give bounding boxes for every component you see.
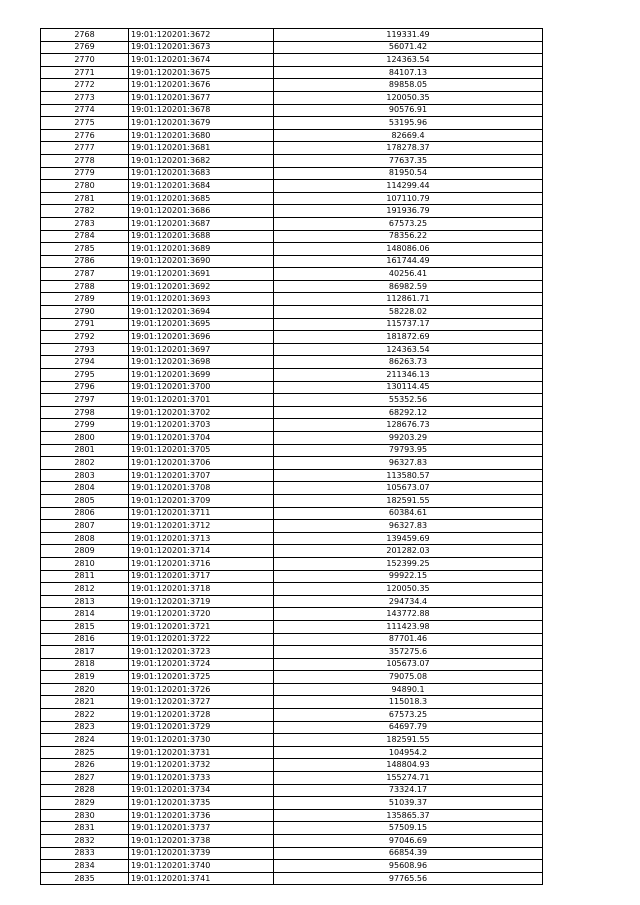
cadastral-number-cell: 19:01:120201:3678	[129, 104, 274, 117]
cadastral-number-cell: 19:01:120201:3686	[129, 205, 274, 218]
cadastral-number-cell: 19:01:120201:3688	[129, 230, 274, 243]
value-cell: 94890.1	[274, 683, 543, 696]
value-cell: 60384.61	[274, 507, 543, 520]
table-row	[41, 419, 543, 432]
value-cell: 97046.69	[274, 835, 543, 848]
table-row	[41, 406, 543, 419]
table-row	[41, 658, 543, 671]
value-cell: 77637.35	[274, 154, 543, 167]
row-number-cell: 2777	[41, 142, 129, 155]
value-cell: 56071.42	[274, 41, 543, 54]
cadastral-number-cell: 19:01:120201:3690	[129, 255, 274, 268]
row-number-cell: 2832	[41, 835, 129, 848]
value-cell: 111423.98	[274, 620, 543, 633]
value-cell: 84107.13	[274, 66, 543, 79]
row-number-cell: 2815	[41, 620, 129, 633]
value-cell: 120050.35	[274, 91, 543, 104]
cadastral-number-cell: 19:01:120201:3735	[129, 797, 274, 810]
row-number-cell: 2816	[41, 633, 129, 646]
value-cell: 115737.17	[274, 318, 543, 331]
value-cell: 51039.37	[274, 797, 543, 810]
value-cell: 182591.55	[274, 494, 543, 507]
table-row	[41, 671, 543, 684]
table-row	[41, 91, 543, 104]
cadastral-number-cell: 19:01:120201:3728	[129, 709, 274, 722]
value-cell: 58228.02	[274, 306, 543, 319]
row-number-cell: 2826	[41, 759, 129, 772]
cadastral-number-cell: 19:01:120201:3694	[129, 306, 274, 319]
value-cell: 152399.25	[274, 557, 543, 570]
table-row	[41, 205, 543, 218]
value-cell: 105673.07	[274, 658, 543, 671]
cadastral-number-cell: 19:01:120201:3714	[129, 545, 274, 558]
table-row	[41, 646, 543, 659]
row-number-cell: 2783	[41, 217, 129, 230]
value-cell: 87701.46	[274, 633, 543, 646]
cadastral-number-cell: 19:01:120201:3687	[129, 217, 274, 230]
value-cell: 113580.57	[274, 469, 543, 482]
value-cell: 82669.4	[274, 129, 543, 142]
cadastral-number-cell: 19:01:120201:3711	[129, 507, 274, 520]
row-number-cell: 2819	[41, 671, 129, 684]
table-row	[41, 217, 543, 230]
cadastral-number-cell: 19:01:120201:3740	[129, 860, 274, 873]
table-row	[41, 784, 543, 797]
table-row	[41, 457, 543, 470]
cadastral-number-cell: 19:01:120201:3685	[129, 192, 274, 205]
cadastral-number-cell: 19:01:120201:3697	[129, 343, 274, 356]
value-cell: 55352.56	[274, 394, 543, 407]
table-row	[41, 847, 543, 860]
value-cell: 104954.2	[274, 746, 543, 759]
table-row	[41, 545, 543, 558]
table-row	[41, 394, 543, 407]
cadastral-number-cell: 19:01:120201:3720	[129, 608, 274, 621]
cadastral-number-cell: 19:01:120201:3705	[129, 444, 274, 457]
cadastral-number-cell: 19:01:120201:3733	[129, 772, 274, 785]
cadastral-number-cell: 19:01:120201:3712	[129, 520, 274, 533]
cadastral-number-cell: 19:01:120201:3732	[129, 759, 274, 772]
cadastral-number-cell: 19:01:120201:3716	[129, 557, 274, 570]
value-cell: 86982.59	[274, 280, 543, 293]
value-cell: 96327.83	[274, 457, 543, 470]
value-cell: 135865.37	[274, 809, 543, 822]
row-number-cell: 2789	[41, 293, 129, 306]
row-number-cell: 2805	[41, 494, 129, 507]
row-number-cell: 2772	[41, 79, 129, 92]
cadastral-number-cell: 19:01:120201:3696	[129, 331, 274, 344]
row-number-cell: 2822	[41, 709, 129, 722]
table-row	[41, 142, 543, 155]
table-row	[41, 507, 543, 520]
cadastral-number-cell: 19:01:120201:3707	[129, 469, 274, 482]
table-row	[41, 243, 543, 256]
row-number-cell: 2821	[41, 696, 129, 709]
cadastral-number-cell: 19:01:120201:3701	[129, 394, 274, 407]
cadastral-number-cell: 19:01:120201:3673	[129, 41, 274, 54]
table-row	[41, 331, 543, 344]
table-row	[41, 280, 543, 293]
value-cell: 182591.55	[274, 734, 543, 747]
cadastral-number-cell: 19:01:120201:3693	[129, 293, 274, 306]
row-number-cell: 2825	[41, 746, 129, 759]
value-cell: 99922.15	[274, 570, 543, 583]
cadastral-number-cell: 19:01:120201:3676	[129, 79, 274, 92]
row-number-cell: 2778	[41, 154, 129, 167]
table-row	[41, 583, 543, 596]
row-number-cell: 2812	[41, 583, 129, 596]
table-row	[41, 293, 543, 306]
value-cell: 119331.49	[274, 29, 543, 42]
value-cell: 181872.69	[274, 331, 543, 344]
cadastral-number-cell: 19:01:120201:3734	[129, 784, 274, 797]
table-row	[41, 872, 543, 885]
cadastral-number-cell: 19:01:120201:3739	[129, 847, 274, 860]
table-row	[41, 29, 543, 42]
row-number-cell: 2813	[41, 595, 129, 608]
row-number-cell: 2806	[41, 507, 129, 520]
cadastral-number-cell: 19:01:120201:3698	[129, 356, 274, 369]
table-row	[41, 797, 543, 810]
row-number-cell: 2804	[41, 482, 129, 495]
cadastral-number-cell: 19:01:120201:3704	[129, 432, 274, 445]
table-row	[41, 192, 543, 205]
cadastral-number-cell: 19:01:120201:3724	[129, 658, 274, 671]
row-number-cell: 2775	[41, 117, 129, 130]
table-row	[41, 835, 543, 848]
value-cell: 97765.56	[274, 872, 543, 885]
row-number-cell: 2780	[41, 180, 129, 193]
value-cell: 357275.6	[274, 646, 543, 659]
row-number-cell: 2827	[41, 772, 129, 785]
row-number-cell: 2788	[41, 280, 129, 293]
cadastral-number-cell: 19:01:120201:3718	[129, 583, 274, 596]
row-number-cell: 2818	[41, 658, 129, 671]
table-row	[41, 369, 543, 382]
table-row	[41, 154, 543, 167]
value-cell: 143772.88	[274, 608, 543, 621]
row-number-cell: 2785	[41, 243, 129, 256]
cadastral-number-cell: 19:01:120201:3741	[129, 872, 274, 885]
table-row	[41, 633, 543, 646]
cadastral-number-cell: 19:01:120201:3689	[129, 243, 274, 256]
value-cell: 155274.71	[274, 772, 543, 785]
value-cell: 178278.37	[274, 142, 543, 155]
row-number-cell: 2808	[41, 532, 129, 545]
row-number-cell: 2793	[41, 343, 129, 356]
row-number-cell: 2824	[41, 734, 129, 747]
table-row	[41, 721, 543, 734]
row-number-cell: 2776	[41, 129, 129, 142]
table-row	[41, 759, 543, 772]
cadastral-number-cell: 19:01:120201:3700	[129, 381, 274, 394]
row-number-cell: 2810	[41, 557, 129, 570]
value-cell: 114299.44	[274, 180, 543, 193]
value-cell: 112861.71	[274, 293, 543, 306]
table-row	[41, 104, 543, 117]
row-number-cell: 2795	[41, 369, 129, 382]
cadastral-number-cell: 19:01:120201:3725	[129, 671, 274, 684]
table-row	[41, 772, 543, 785]
value-cell: 99203.29	[274, 432, 543, 445]
cadastral-number-cell: 19:01:120201:3729	[129, 721, 274, 734]
table-row	[41, 822, 543, 835]
row-number-cell: 2829	[41, 797, 129, 810]
table-row	[41, 343, 543, 356]
value-cell: 105673.07	[274, 482, 543, 495]
table-row	[41, 167, 543, 180]
row-number-cell: 2791	[41, 318, 129, 331]
value-cell: 81950.54	[274, 167, 543, 180]
cadastral-number-cell: 19:01:120201:3719	[129, 595, 274, 608]
value-cell: 68292.12	[274, 406, 543, 419]
cadastral-number-cell: 19:01:120201:3721	[129, 620, 274, 633]
row-number-cell: 2803	[41, 469, 129, 482]
table-row	[41, 41, 543, 54]
table-row	[41, 570, 543, 583]
table-row	[41, 469, 543, 482]
table-row	[41, 709, 543, 722]
value-cell: 139459.69	[274, 532, 543, 545]
table-row	[41, 557, 543, 570]
table-row	[41, 809, 543, 822]
value-cell: 78356.22	[274, 230, 543, 243]
value-cell: 120050.35	[274, 583, 543, 596]
value-cell: 79075.08	[274, 671, 543, 684]
table-row	[41, 66, 543, 79]
table-row	[41, 444, 543, 457]
table-row	[41, 117, 543, 130]
row-number-cell: 2786	[41, 255, 129, 268]
value-cell: 201282.03	[274, 545, 543, 558]
row-number-cell: 2828	[41, 784, 129, 797]
row-number-cell: 2800	[41, 432, 129, 445]
table-row	[41, 620, 543, 633]
row-number-cell: 2768	[41, 29, 129, 42]
row-number-cell: 2830	[41, 809, 129, 822]
cadastral-number-cell: 19:01:120201:3713	[129, 532, 274, 545]
cadastral-number-cell: 19:01:120201:3709	[129, 494, 274, 507]
row-number-cell: 2781	[41, 192, 129, 205]
row-number-cell: 2801	[41, 444, 129, 457]
table-row	[41, 255, 543, 268]
value-cell: 107110.79	[274, 192, 543, 205]
table-row	[41, 268, 543, 281]
table-row	[41, 482, 543, 495]
table-row	[41, 683, 543, 696]
table-row	[41, 230, 543, 243]
row-number-cell: 2833	[41, 847, 129, 860]
row-number-cell: 2831	[41, 822, 129, 835]
value-cell: 95608.96	[274, 860, 543, 873]
row-number-cell: 2823	[41, 721, 129, 734]
value-cell: 57509.15	[274, 822, 543, 835]
row-number-cell: 2802	[41, 457, 129, 470]
row-number-cell: 2782	[41, 205, 129, 218]
value-cell: 148086.06	[274, 243, 543, 256]
value-cell: 211346.13	[274, 369, 543, 382]
value-cell: 124363.54	[274, 343, 543, 356]
value-cell: 86263.73	[274, 356, 543, 369]
value-cell: 191936.79	[274, 205, 543, 218]
value-cell: 128676.73	[274, 419, 543, 432]
row-number-cell: 2834	[41, 860, 129, 873]
row-number-cell: 2787	[41, 268, 129, 281]
table-row	[41, 520, 543, 533]
row-number-cell: 2809	[41, 545, 129, 558]
cadastral-number-cell: 19:01:120201:3727	[129, 696, 274, 709]
row-number-cell: 2797	[41, 394, 129, 407]
value-cell: 64697.79	[274, 721, 543, 734]
cadastral-number-cell: 19:01:120201:3681	[129, 142, 274, 155]
cadastral-number-cell: 19:01:120201:3723	[129, 646, 274, 659]
row-number-cell: 2811	[41, 570, 129, 583]
cadastral-number-cell: 19:01:120201:3674	[129, 54, 274, 67]
row-number-cell: 2770	[41, 54, 129, 67]
cadastral-number-cell: 19:01:120201:3691	[129, 268, 274, 281]
cadastral-number-cell: 19:01:120201:3684	[129, 180, 274, 193]
row-number-cell: 2798	[41, 406, 129, 419]
value-cell: 67573.25	[274, 709, 543, 722]
value-cell: 79793.95	[274, 444, 543, 457]
cadastral-number-cell: 19:01:120201:3717	[129, 570, 274, 583]
row-number-cell: 2784	[41, 230, 129, 243]
cadastral-number-cell: 19:01:120201:3730	[129, 734, 274, 747]
row-number-cell: 2790	[41, 306, 129, 319]
table-row	[41, 180, 543, 193]
value-cell: 130114.45	[274, 381, 543, 394]
value-cell: 66854.39	[274, 847, 543, 860]
cadastral-number-cell: 19:01:120201:3680	[129, 129, 274, 142]
row-number-cell: 2796	[41, 381, 129, 394]
row-number-cell: 2835	[41, 872, 129, 885]
value-cell: 161744.49	[274, 255, 543, 268]
value-cell: 40256.41	[274, 268, 543, 281]
table-row	[41, 129, 543, 142]
cadastral-number-cell: 19:01:120201:3692	[129, 280, 274, 293]
table-row	[41, 318, 543, 331]
row-number-cell: 2773	[41, 91, 129, 104]
cadastral-number-cell: 19:01:120201:3699	[129, 369, 274, 382]
cadastral-number-cell: 19:01:120201:3703	[129, 419, 274, 432]
value-cell: 67573.25	[274, 217, 543, 230]
cadastral-number-cell: 19:01:120201:3675	[129, 66, 274, 79]
table-row	[41, 860, 543, 873]
table-row	[41, 595, 543, 608]
cadastral-number-cell: 19:01:120201:3708	[129, 482, 274, 495]
cadastral-number-cell: 19:01:120201:3683	[129, 167, 274, 180]
row-number-cell: 2799	[41, 419, 129, 432]
row-number-cell: 2807	[41, 520, 129, 533]
table-row	[41, 381, 543, 394]
cadastral-number-cell: 19:01:120201:3736	[129, 809, 274, 822]
row-number-cell: 2817	[41, 646, 129, 659]
cadastral-number-cell: 19:01:120201:3706	[129, 457, 274, 470]
row-number-cell: 2794	[41, 356, 129, 369]
value-cell: 294734.4	[274, 595, 543, 608]
data-table	[40, 28, 543, 885]
value-cell: 90576.91	[274, 104, 543, 117]
row-number-cell: 2771	[41, 66, 129, 79]
row-number-cell: 2774	[41, 104, 129, 117]
value-cell: 53195.96	[274, 117, 543, 130]
cadastral-number-cell: 19:01:120201:3672	[129, 29, 274, 42]
row-number-cell: 2779	[41, 167, 129, 180]
cadastral-number-cell: 19:01:120201:3682	[129, 154, 274, 167]
value-cell: 148804.93	[274, 759, 543, 772]
cadastral-number-cell: 19:01:120201:3679	[129, 117, 274, 130]
table-row	[41, 356, 543, 369]
cadastral-number-cell: 19:01:120201:3695	[129, 318, 274, 331]
value-cell: 89858.05	[274, 79, 543, 92]
row-number-cell: 2769	[41, 41, 129, 54]
value-cell: 73324.17	[274, 784, 543, 797]
table-row	[41, 432, 543, 445]
cadastral-number-cell: 19:01:120201:3726	[129, 683, 274, 696]
table-row	[41, 696, 543, 709]
value-cell: 115018.3	[274, 696, 543, 709]
row-number-cell: 2820	[41, 683, 129, 696]
cadastral-number-cell: 19:01:120201:3702	[129, 406, 274, 419]
table-row	[41, 734, 543, 747]
table-row	[41, 54, 543, 67]
cadastral-number-cell: 19:01:120201:3722	[129, 633, 274, 646]
table-row	[41, 746, 543, 759]
value-cell: 124363.54	[274, 54, 543, 67]
table-row	[41, 306, 543, 319]
table-row	[41, 608, 543, 621]
row-number-cell: 2792	[41, 331, 129, 344]
cadastral-number-cell: 19:01:120201:3731	[129, 746, 274, 759]
cadastral-number-cell: 19:01:120201:3677	[129, 91, 274, 104]
table-row	[41, 532, 543, 545]
table-row	[41, 494, 543, 507]
cadastral-number-cell: 19:01:120201:3737	[129, 822, 274, 835]
value-cell: 96327.83	[274, 520, 543, 533]
table-body	[41, 29, 543, 885]
table-row	[41, 79, 543, 92]
cadastral-number-cell: 19:01:120201:3738	[129, 835, 274, 848]
row-number-cell: 2814	[41, 608, 129, 621]
